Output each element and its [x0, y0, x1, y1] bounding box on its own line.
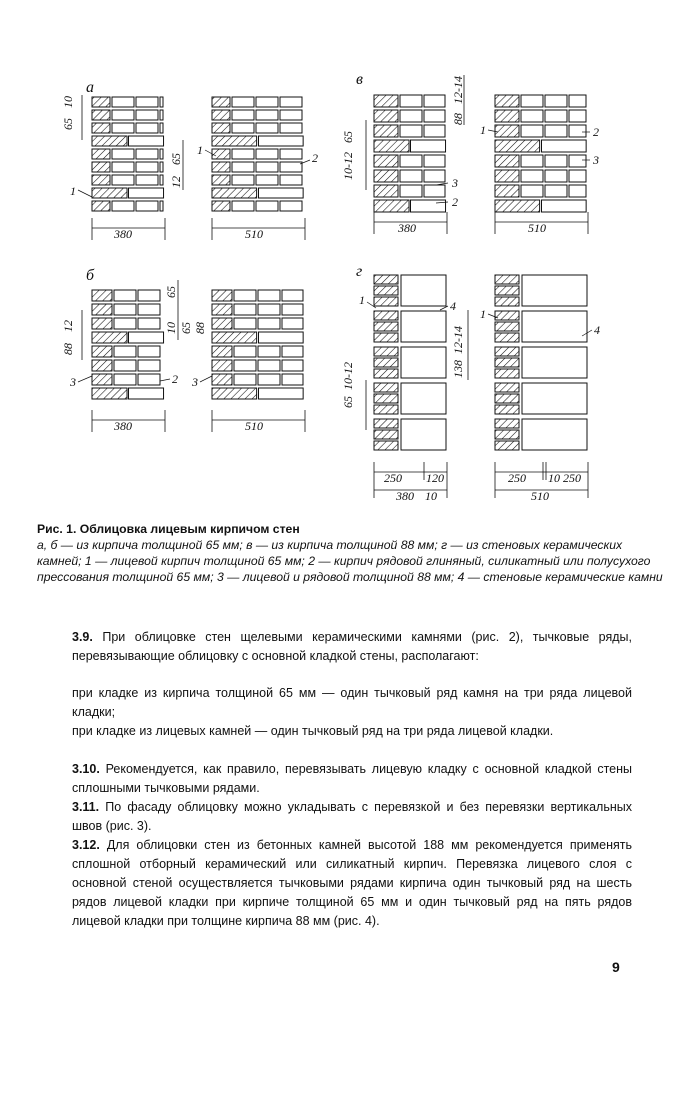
backing-brick — [282, 290, 303, 301]
backing-brick — [569, 125, 586, 137]
backing-brick — [282, 360, 303, 371]
face-brick — [374, 394, 398, 403]
ref-a-2: 2 — [312, 151, 318, 165]
backing-brick — [411, 200, 446, 212]
backing-brick — [569, 95, 586, 107]
backing-brick — [138, 360, 160, 371]
backing-brick — [521, 95, 543, 107]
backing-brick — [259, 188, 304, 198]
face-brick — [495, 347, 519, 356]
ref-v-2b: 2 — [593, 125, 599, 139]
wall-g-510 — [495, 275, 587, 450]
side-a-12: 12 — [169, 176, 183, 188]
backing-brick — [258, 318, 280, 329]
wall-b-510 — [212, 290, 303, 399]
face-brick — [374, 405, 398, 414]
face-brick — [495, 369, 519, 378]
side-b-65b: 65 — [179, 322, 193, 334]
backing-brick — [129, 332, 164, 343]
face-brick — [374, 358, 398, 367]
side-g-10-12: 10-12 — [341, 362, 355, 390]
paragraph-text: При облицовке стен щелевыми керамическими камнями (рис. 2), тычковые ряды, перевязывающие облицовку с основной кладкой стены, располагают: — [72, 630, 632, 663]
face-brick — [495, 170, 519, 182]
paragraph-number: 3.12. — [72, 838, 100, 852]
face-brick — [495, 311, 519, 320]
backing-brick — [129, 188, 164, 198]
backing-brick — [138, 346, 160, 357]
paragraph-text: Для облицовки стен из бетонных камней высотой 188 мм рекомендуется применять сплошной отборный керамический или силикатный кирпич. Перевязка лицевого слоя с основной стеной осуществляется тычковыми рядами кирпича один тычковый ряд на шесть рядов лицевой кладки при кирпиче толщиной 65 мм и один тычковый ряд на пять рядов лицевой кладки при толщине кирпича 88 мм (рис. 4). — [72, 838, 632, 928]
panel-letter-v: в — [356, 71, 363, 88]
backing-brick — [258, 360, 280, 371]
paragraph-3-9-item-2 — [72, 722, 632, 741]
backing-brick — [114, 290, 136, 301]
caption-title: Рис. 1. Облицовка лицевым кирпичом стен — [37, 522, 300, 536]
face-brick — [495, 394, 519, 403]
side-g-65: 65 — [341, 396, 355, 408]
backing-brick — [542, 140, 587, 152]
face-brick — [374, 125, 398, 137]
ref-v-3b: 3 — [593, 153, 599, 167]
backing-brick — [234, 318, 256, 329]
backing-brick — [411, 140, 446, 152]
face-brick — [212, 290, 232, 301]
paragraph-text: при кладке из лицевых камней — один тычковый ряд на три ряда лицевой кладки. — [72, 724, 554, 738]
face-brick — [374, 322, 398, 331]
backing-brick — [160, 110, 163, 120]
face-brick — [374, 369, 398, 378]
face-brick — [495, 441, 519, 450]
backing-brick — [522, 419, 587, 450]
side-a-65: 65 — [61, 118, 75, 130]
ref-v-2: 2 — [452, 195, 458, 209]
panel-letter-a: а — [86, 79, 94, 96]
face-brick — [212, 360, 232, 371]
face-brick — [374, 286, 398, 295]
face-brick — [212, 123, 230, 133]
face-brick — [495, 419, 519, 428]
wall-g-380 — [374, 275, 446, 450]
paragraph-number: 3.11. — [72, 800, 100, 814]
dim-g-120: 120 — [426, 471, 444, 485]
dim-g2-250b: 250 — [563, 471, 581, 485]
face-brick — [495, 110, 519, 122]
backing-brick — [114, 374, 136, 385]
face-brick — [92, 149, 110, 159]
face-brick — [92, 123, 110, 133]
dim-g-380: 380 — [396, 489, 414, 503]
figure-caption — [37, 521, 663, 585]
face-brick — [212, 201, 230, 211]
dim-g-10: 10 — [425, 489, 437, 503]
ref-v-3: 3 — [452, 176, 458, 190]
backing-brick — [401, 419, 446, 450]
backing-brick — [522, 311, 587, 342]
backing-brick — [138, 290, 160, 301]
face-brick — [374, 110, 398, 122]
backing-brick — [282, 318, 303, 329]
paragraph-text: Рекомендуется, как правило, перевязывать лицевую кладку с основной кладкой стены сплошными тычковыми рядами. — [72, 762, 632, 795]
backing-brick — [545, 170, 567, 182]
backing-brick — [256, 110, 278, 120]
paragraph-3-9-item-1 — [72, 684, 632, 722]
backing-brick — [112, 123, 134, 133]
backing-brick — [136, 162, 158, 172]
backing-brick — [112, 149, 134, 159]
side-b-88: 88 — [61, 343, 75, 355]
face-brick — [92, 162, 110, 172]
face-brick — [92, 388, 127, 399]
face-brick — [374, 383, 398, 392]
backing-brick — [234, 360, 256, 371]
backing-brick — [160, 123, 163, 133]
figure-brick-cladding — [0, 0, 700, 515]
backing-brick — [136, 97, 158, 107]
backing-brick — [280, 149, 302, 159]
backing-brick — [160, 97, 163, 107]
face-brick — [212, 388, 257, 399]
face-brick — [92, 188, 127, 198]
backing-brick — [232, 201, 254, 211]
face-brick — [495, 383, 519, 392]
paragraph-3-11 — [72, 798, 632, 836]
backing-brick — [424, 110, 445, 122]
face-brick — [374, 311, 398, 320]
backing-brick — [280, 97, 302, 107]
backing-brick — [521, 185, 543, 197]
backing-brick — [136, 123, 158, 133]
side-v-10-12: 10-12 — [341, 152, 355, 180]
backing-brick — [112, 97, 134, 107]
side-a-10: 10 — [61, 96, 75, 108]
side-v-12-14: 12-14 — [451, 76, 465, 104]
backing-brick — [160, 201, 163, 211]
backing-brick — [112, 110, 134, 120]
backing-brick — [114, 304, 136, 315]
backing-brick — [401, 311, 446, 342]
backing-brick — [234, 304, 256, 315]
face-brick — [212, 175, 230, 185]
backing-brick — [232, 123, 254, 133]
backing-brick — [114, 318, 136, 329]
backing-brick — [258, 304, 280, 315]
backing-brick — [259, 136, 304, 146]
face-brick — [374, 140, 409, 152]
paragraph-3-12 — [72, 836, 632, 931]
backing-brick — [521, 170, 543, 182]
dim-g2-250: 250 — [508, 471, 526, 485]
backing-brick — [256, 162, 278, 172]
backing-brick — [160, 149, 163, 159]
paragraph-number: 3.9. — [72, 630, 93, 644]
face-brick — [495, 405, 519, 414]
face-brick — [495, 322, 519, 331]
backing-brick — [400, 125, 422, 137]
face-brick — [212, 332, 257, 343]
face-brick — [495, 95, 519, 107]
face-brick — [92, 97, 110, 107]
wall-a-380 — [92, 97, 164, 211]
backing-brick — [256, 123, 278, 133]
backing-brick — [138, 304, 160, 315]
backing-brick — [424, 170, 445, 182]
wall-a-510 — [212, 97, 303, 211]
backing-brick — [259, 388, 304, 399]
backing-brick — [256, 97, 278, 107]
backing-brick — [114, 360, 136, 371]
paragraph-3-10 — [72, 760, 632, 798]
face-brick — [495, 185, 519, 197]
face-brick — [495, 297, 519, 306]
face-brick — [374, 170, 398, 182]
backing-brick — [545, 95, 567, 107]
ref-b-3b: 3 — [192, 375, 198, 389]
dim-g-510: 510 — [531, 489, 549, 503]
face-brick — [92, 110, 110, 120]
ref-g-1b: 1 — [480, 307, 486, 321]
face-brick — [212, 346, 232, 357]
backing-brick — [280, 110, 302, 120]
face-brick — [92, 346, 112, 357]
side-b-88b: 88 — [193, 322, 207, 334]
face-brick — [212, 188, 257, 198]
dim-a-380: 380 — [114, 227, 132, 241]
face-brick — [495, 140, 540, 152]
backing-brick — [400, 155, 422, 167]
backing-brick — [136, 110, 158, 120]
backing-brick — [400, 95, 422, 107]
backing-brick — [545, 125, 567, 137]
wall-b-380 — [92, 290, 164, 399]
dim-v-380: 380 — [398, 221, 416, 235]
backing-brick — [234, 374, 256, 385]
backing-brick — [280, 175, 302, 185]
backing-brick — [569, 110, 586, 122]
backing-brick — [401, 275, 446, 306]
backing-brick — [424, 185, 445, 197]
face-brick — [212, 162, 230, 172]
face-brick — [92, 374, 112, 385]
face-brick — [495, 430, 519, 439]
backing-brick — [545, 155, 567, 167]
side-a-65b: 65 — [169, 153, 183, 165]
dim-b-510: 510 — [245, 419, 263, 433]
backing-brick — [424, 125, 445, 137]
backing-brick — [521, 125, 543, 137]
backing-brick — [234, 346, 256, 357]
face-brick — [374, 155, 398, 167]
backing-brick — [112, 175, 134, 185]
backing-brick — [521, 155, 543, 167]
face-brick — [92, 360, 112, 371]
backing-brick — [522, 275, 587, 306]
backing-brick — [232, 97, 254, 107]
paragraph-3-9 — [72, 628, 632, 666]
backing-brick — [160, 162, 163, 172]
backing-brick — [258, 374, 280, 385]
backing-brick — [400, 170, 422, 182]
paragraph-text: По фасаду облицовку можно укладывать с перевязкой и без перевязки вертикальных швов (рис. 3). — [72, 800, 632, 833]
panel-letter-g: г — [356, 263, 363, 280]
backing-brick — [569, 155, 586, 167]
face-brick — [92, 318, 112, 329]
backing-brick — [259, 332, 304, 343]
backing-brick — [545, 110, 567, 122]
side-g-138: 138 — [451, 360, 465, 378]
face-brick — [374, 347, 398, 356]
ref-v-1: 1 — [480, 123, 486, 137]
backing-brick — [129, 136, 164, 146]
backing-brick — [160, 175, 163, 185]
backing-brick — [256, 175, 278, 185]
backing-brick — [542, 200, 587, 212]
backing-brick — [232, 175, 254, 185]
face-brick — [374, 430, 398, 439]
backing-brick — [400, 185, 422, 197]
backing-brick — [112, 162, 134, 172]
backing-brick — [234, 290, 256, 301]
backing-brick — [424, 95, 445, 107]
ref-g-4: 4 — [450, 299, 456, 313]
ref-a-1b: 1 — [197, 143, 203, 157]
ref-a-1: 1 — [70, 184, 76, 198]
backing-brick — [136, 149, 158, 159]
face-brick — [495, 275, 519, 284]
backing-brick — [232, 110, 254, 120]
face-brick — [495, 358, 519, 367]
backing-brick — [138, 374, 160, 385]
face-brick — [495, 155, 519, 167]
side-v-65: 65 — [341, 131, 355, 143]
backing-brick — [280, 201, 302, 211]
backing-brick — [258, 290, 280, 301]
backing-brick — [280, 162, 302, 172]
backing-brick — [522, 347, 587, 378]
dim-b-380: 380 — [114, 419, 132, 433]
caption-text: а, б — из кирпича толщиной 65 мм; в — из кирпича толщиной 88 мм; г — из стеновых керамических камней; 1 — лицевой кирпич толщиной 65 мм; 2 — кирпич рядовой глиняный, силикатный или полусухого прессования толщиной 65 мм; 3 — лицевой и рядовой толщиной 88 мм; 4 — стеновые керамические камни — [37, 538, 663, 584]
backing-brick — [569, 185, 586, 197]
backing-brick — [232, 149, 254, 159]
backing-brick — [258, 346, 280, 357]
face-brick — [495, 286, 519, 295]
face-brick — [374, 333, 398, 342]
face-brick — [92, 136, 127, 146]
panel-letter-b: б — [86, 267, 95, 284]
face-brick — [92, 201, 110, 211]
face-brick — [495, 200, 540, 212]
face-brick — [374, 297, 398, 306]
backing-brick — [282, 374, 303, 385]
backing-brick — [114, 346, 136, 357]
backing-brick — [401, 347, 446, 378]
backing-brick — [401, 383, 446, 414]
side-b-10: 10 — [164, 322, 178, 334]
dim-g-250: 250 — [384, 471, 402, 485]
face-brick — [212, 318, 232, 329]
backing-brick — [545, 185, 567, 197]
face-brick — [495, 125, 519, 137]
wall-v-510 — [495, 95, 586, 212]
backing-brick — [138, 318, 160, 329]
paragraph-number: 3.10. — [72, 762, 100, 776]
ref-g-4b: 4 — [594, 323, 600, 337]
backing-brick — [129, 388, 164, 399]
face-brick — [374, 95, 398, 107]
side-v-88: 88 — [451, 113, 465, 125]
face-brick — [92, 332, 127, 343]
ref-b-2: 2 — [172, 372, 178, 386]
face-brick — [374, 419, 398, 428]
backing-brick — [256, 149, 278, 159]
face-brick — [374, 441, 398, 450]
backing-brick — [280, 123, 302, 133]
face-brick — [92, 290, 112, 301]
face-brick — [212, 136, 257, 146]
wall-v-380 — [374, 95, 446, 212]
page-number: 9 — [612, 959, 620, 975]
backing-brick — [282, 304, 303, 315]
backing-brick — [256, 201, 278, 211]
face-brick — [212, 149, 230, 159]
face-brick — [212, 374, 232, 385]
backing-brick — [400, 110, 422, 122]
backing-brick — [136, 175, 158, 185]
dim-g2-10: 10 — [548, 471, 560, 485]
face-brick — [374, 200, 409, 212]
backing-brick — [232, 162, 254, 172]
dim-v-510: 510 — [528, 221, 546, 235]
face-brick — [212, 97, 230, 107]
dim-a-510: 510 — [245, 227, 263, 241]
ref-b-3: 3 — [70, 375, 76, 389]
face-brick — [374, 275, 398, 284]
face-brick — [495, 333, 519, 342]
paragraph-text: при кладке из кирпича толщиной 65 мм — один тычковый ряд камня на три ряда лицевой кладки; — [72, 686, 632, 719]
side-g-12-14: 12-14 — [451, 326, 465, 354]
ref-g-1: 1 — [359, 293, 365, 307]
backing-brick — [136, 201, 158, 211]
backing-brick — [112, 201, 134, 211]
backing-brick — [424, 155, 445, 167]
backing-brick — [282, 346, 303, 357]
face-brick — [92, 175, 110, 185]
face-brick — [92, 304, 112, 315]
face-brick — [374, 185, 398, 197]
backing-brick — [521, 110, 543, 122]
face-brick — [212, 110, 230, 120]
backing-brick — [522, 383, 587, 414]
face-brick — [212, 304, 232, 315]
side-b-12: 12 — [61, 320, 75, 332]
backing-brick — [569, 170, 586, 182]
side-b-65: 65 — [164, 286, 178, 298]
